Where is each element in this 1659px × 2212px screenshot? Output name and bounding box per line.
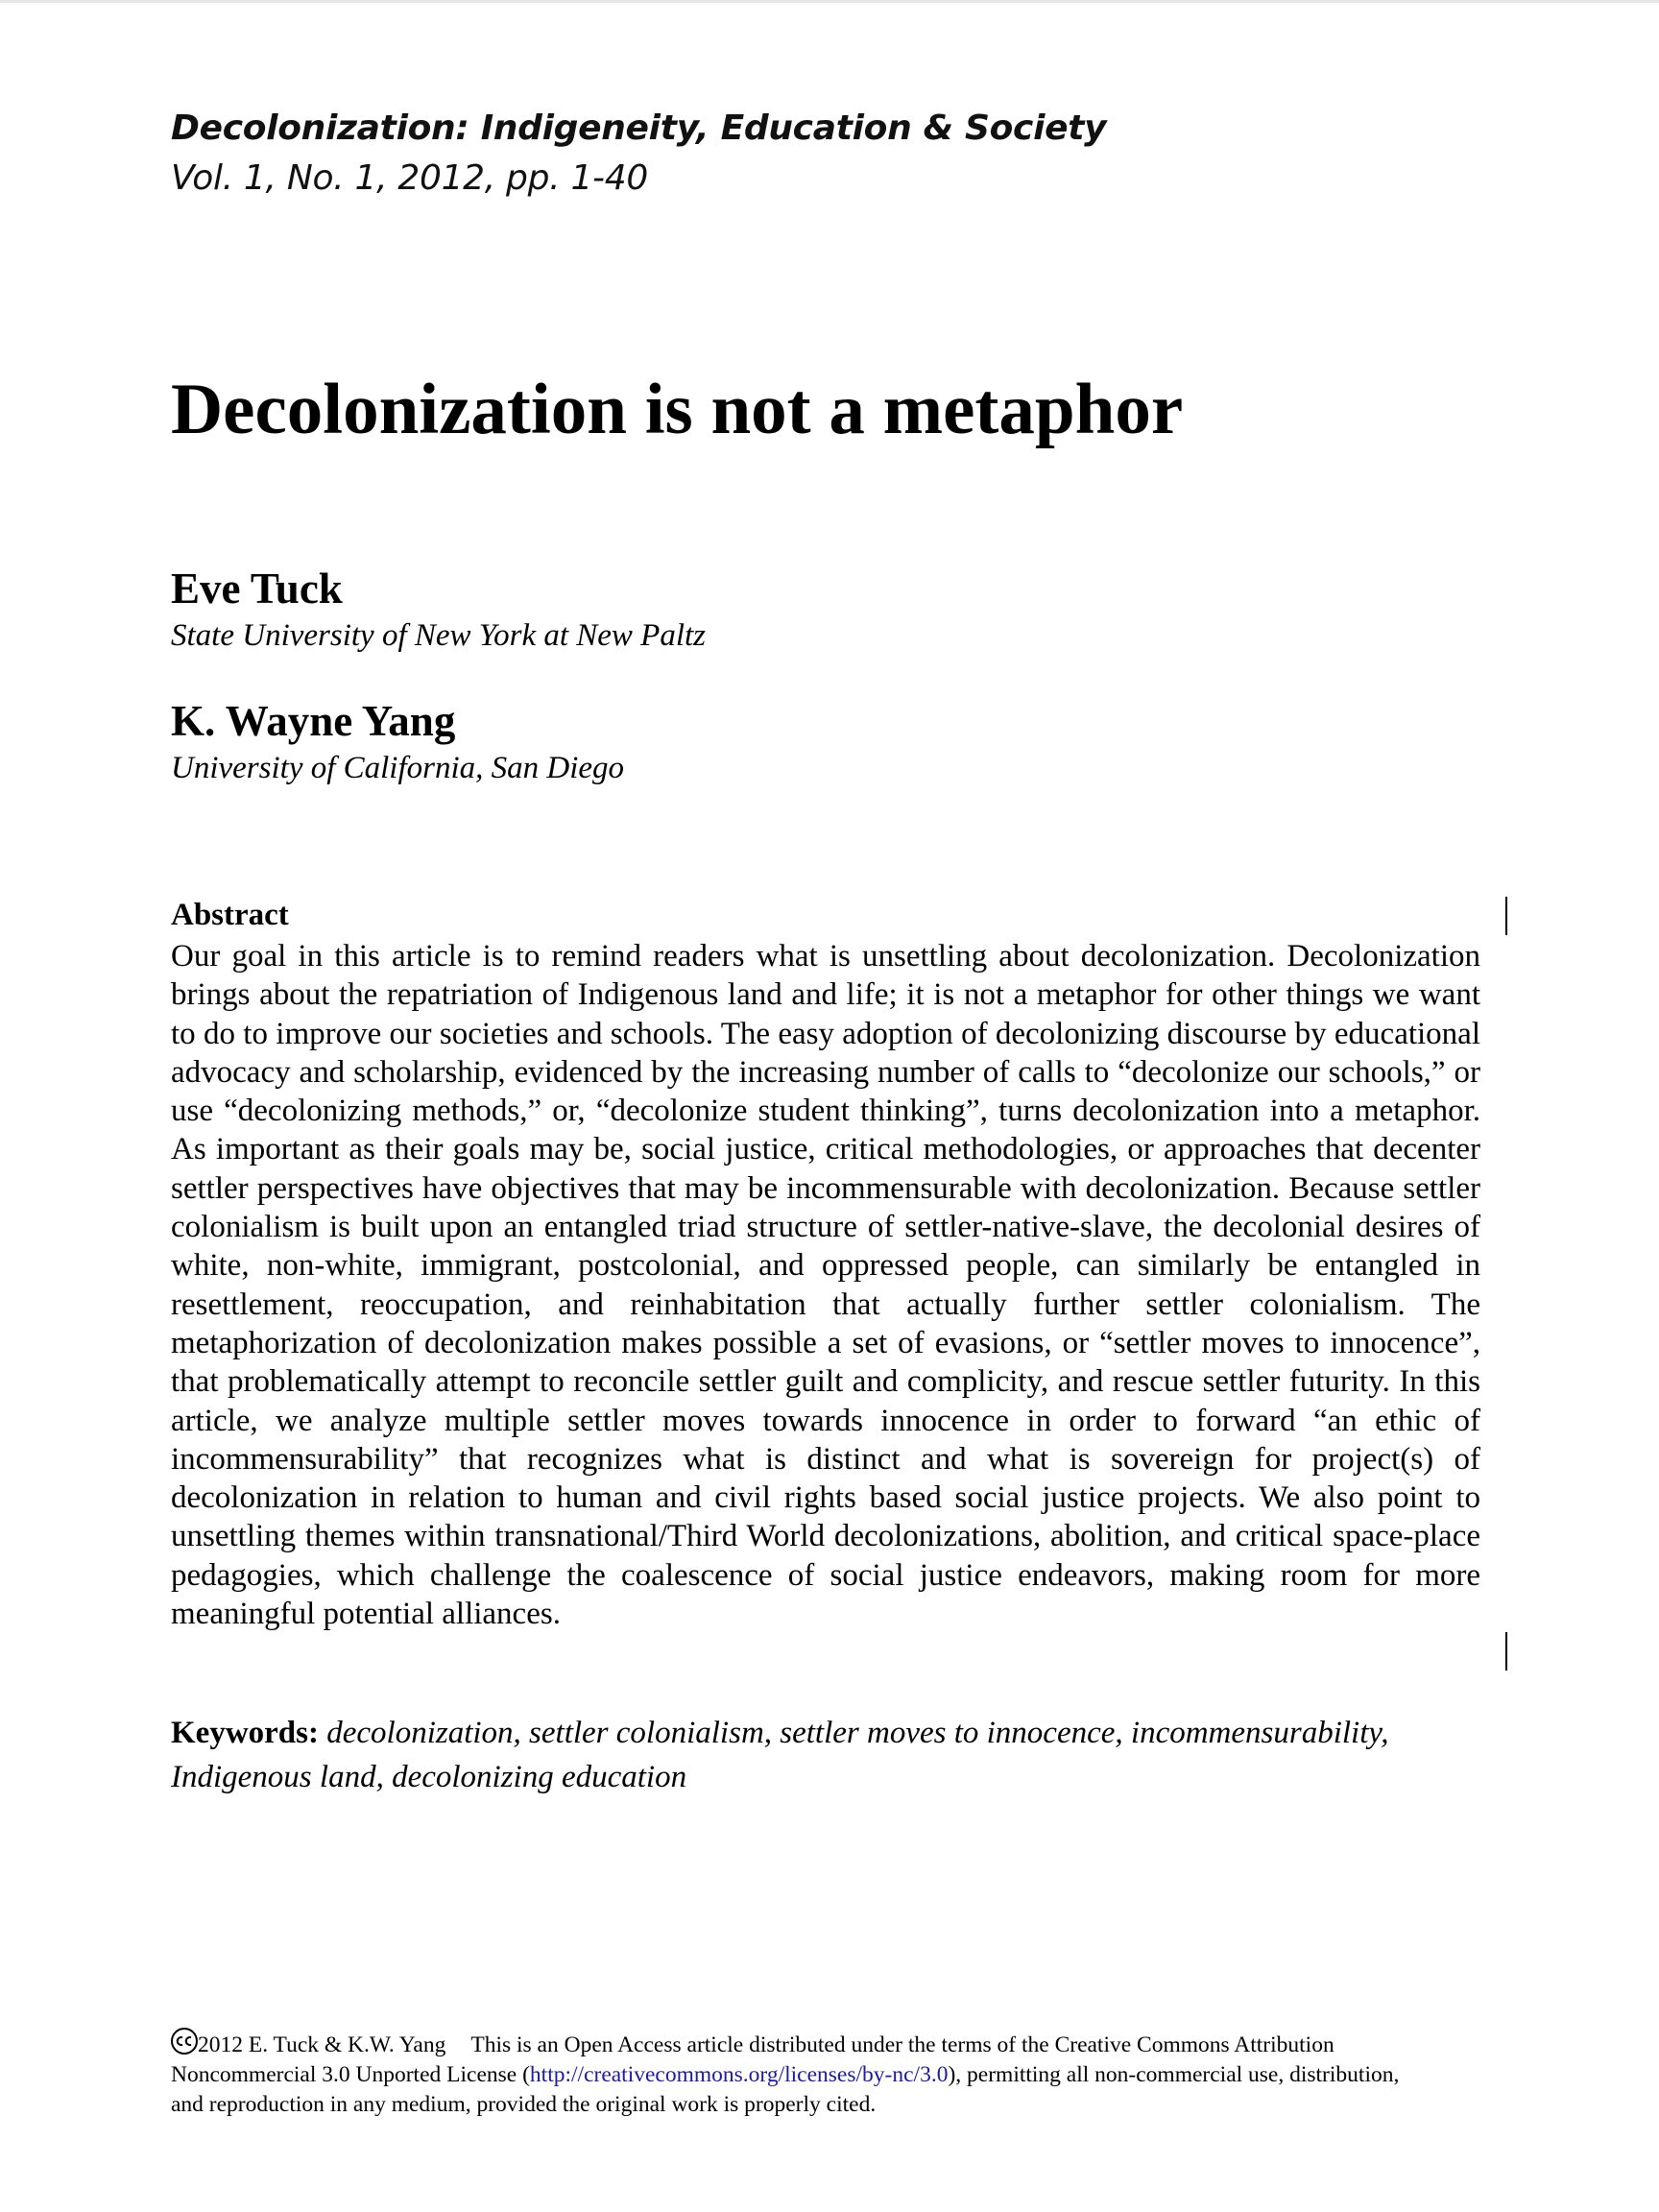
journal-header <box>171 104 1106 204</box>
license-link[interactable]: http://creativecommons.org/licenses/by-nc/3.0 <box>529 2062 949 2087</box>
keywords-label: Keywords: <box>171 1716 319 1750</box>
creative-commons-icon <box>171 2028 198 2055</box>
copyright-text: 2012 E. Tuck & K.W. Yang <box>198 2032 446 2057</box>
author-eve-tuck <box>171 563 706 657</box>
page-top-border <box>0 0 1659 3</box>
keywords-section <box>171 1711 1480 1799</box>
author-affiliation: State University of New York at New Paltz <box>171 618 707 653</box>
abstract-heading: Abstract <box>171 898 289 932</box>
article-title: Decolonization is not a metaphor <box>171 370 1184 449</box>
change-bar <box>1505 1632 1507 1671</box>
abstract-text: Our goal in this article is to remind readers what is unsettling about decolonization. Decolonization brings about the repatriation of Indigenous land and life; it is not a metaphor for other things we want to do to improve our societies and schools. The easy adoption of decolonizing discourse by educational advocacy and scholarship, evidenced by the increasing number of calls to “decolonize our schools,” or use “decolonizing methods,” or, “decolonize student thinking”, turns decolonization into a metaphor. As important as their goals may be, social justice, critical methodologies, or approaches that decenter settler perspectives have objectives that may be incommensurable with decolonization. Because settler colonialism is built upon an entangled triad structure of settler-native-slave, the decolonial desires of white, non-white, immigrant, postcolonial, and oppressed people, can similarly be entangled in resettlement, reoccupation, and reinhabitation that actually further settler colonialism. The metaphorization of decolonization makes possible a set of evasions, or “settler moves to innocence”, that problematically attempt to reconcile settler guilt and complicity, and rescue settler futurity. In this article, we analyze multiple settler moves towards innocence in order to forward “an ethic of incommensurability” that recognizes what is distinct and what is sovereign for project(s) of decolonization in relation to human and civil rights based social justice projects. We also point to unsettling themes within transnational/Third World decolonizations, abolition, and critical space-place pedagogies, which challenge the coalescence of social justice endeavors, making room for more meaningful potential alliances. <box>171 939 1480 1632</box>
journal-issue: Vol. 1, No. 1, 2012, pp. 1-40 <box>171 158 648 198</box>
license-text: This is an Open Access article distributed under the terms of the Creative Commons Attribution Noncommercial 3.0 Unported License ( <box>171 2032 1334 2087</box>
journal-name: Decolonization: Indigeneity, Education & Society <box>171 108 1107 148</box>
author-name: Eve Tuck <box>171 565 343 613</box>
keywords-values: decolonization, settler colonialism, settler moves to innocence, incommensurability, Indigenous land, decolonizing education <box>171 1716 1389 1794</box>
license-text-end: ), permitting all non-commercial use, distribution, and reproduction in any medium, provided the original work is properly cited. <box>171 2062 1400 2117</box>
author-name: K. Wayne Yang <box>171 697 456 745</box>
change-bar <box>1505 897 1507 935</box>
author-affiliation: University of California, San Diego <box>171 751 625 785</box>
license-footer <box>171 2028 1419 2120</box>
abstract-section <box>171 893 1480 1633</box>
author-k-wayne-yang <box>171 695 624 789</box>
